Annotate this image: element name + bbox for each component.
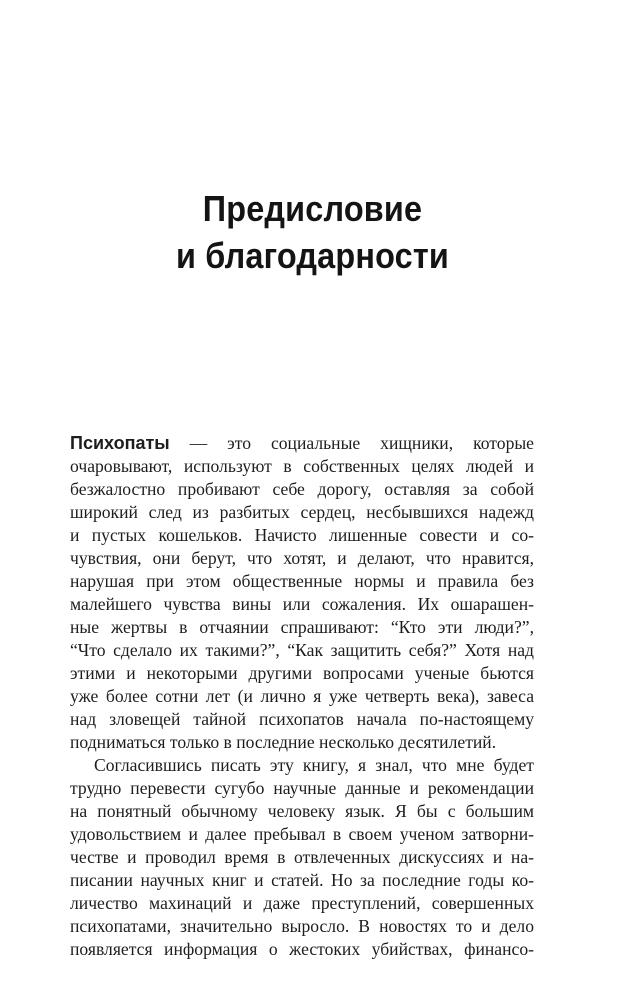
text-line: появляется информация о жестоких убийствах, финансо- [70, 939, 534, 959]
text-line: очаровывают, используют в собственных целях людей и [70, 456, 534, 476]
text-line: широкий след из разбитых сердец, несбывшихся надежд [70, 502, 534, 522]
text-line: уже более сотни лет (и лично я уже четверть века), завеса [70, 686, 534, 706]
text-line: удовольствием и далее пребывал в своем ученом затворни- [70, 824, 534, 844]
text-line: ные жертвы в отчаянии спрашивают: “Кто эти люди?”, [70, 617, 534, 637]
text-line: подниматься только в последние несколько десятилетий. [70, 732, 497, 752]
text-line: “Что сделало их такими?”, “Как защитить себя?” Хотя над [70, 640, 534, 660]
text-line: психопатами, значительно выросло. В новостях то и дело [70, 916, 534, 936]
text-line: Согласившись писать эту книгу, я знал, что мне будет [94, 755, 534, 775]
text-line: на понятный обычному человеку язык. Я бы с большим [70, 801, 534, 821]
text-line: над зловещей тайной психопатов начала по-настоящему [70, 709, 534, 729]
text-line: малейшего чувства вины или сожаления. Их ошарашен- [70, 594, 534, 614]
text-line: трудно перевести сугубо научные данные и рекомендации [70, 778, 534, 798]
text-line: чувствия, они берут, что хотят, и делают, что нравится, [70, 548, 534, 568]
text-line: безжалостно пробивают себе дорогу, оставляя за собой [70, 479, 534, 499]
text-line [70, 432, 534, 455]
chapter-title-line-2: и благодарности [176, 235, 449, 276]
chapter-title-line-1: Предисловие [202, 188, 423, 229]
body-text [70, 432, 534, 961]
text-line: писании научных книг и статей. Но за последние годы ко- [70, 870, 534, 890]
text-line: этими и некоторыми другими вопросами ученые бьются [70, 663, 534, 683]
text-line-content: — это социальные хищники, которые [169, 433, 534, 453]
text-line: личество махинаций и даже преступлений, совершенных [70, 893, 534, 913]
lead-term: Психопаты [70, 433, 170, 453]
text-line: и пустых кошельков. Начисто лишенные совести и со- [70, 525, 534, 545]
text-line: честве и проводил время в отвлеченных дискуссиях и на- [70, 847, 534, 867]
text-line: нарушая при этом общественные нормы и правила без [70, 571, 534, 591]
